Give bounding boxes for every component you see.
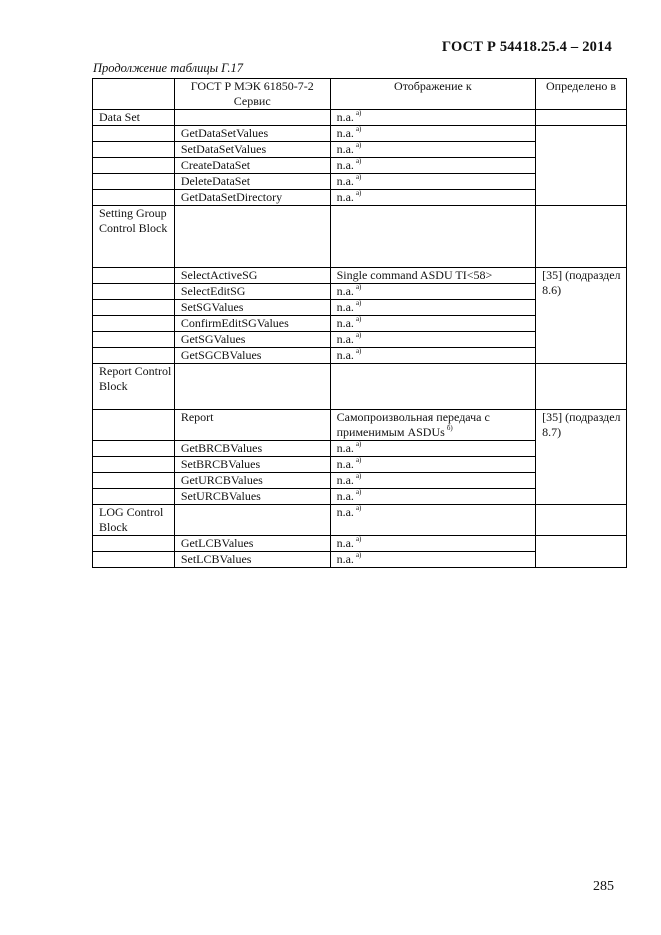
object-cell xyxy=(93,332,175,348)
document-code: ГОСТ Р 54418.25.4 – 2014 xyxy=(441,39,612,55)
col-header-object xyxy=(93,79,175,110)
footnote-mark: а) xyxy=(355,488,362,496)
object-cell xyxy=(93,348,175,364)
mapping-cell: n.a. $^{а)}$ xyxy=(330,158,536,174)
mapping-cell xyxy=(330,206,536,268)
services-table xyxy=(92,78,627,568)
service-cell: Report xyxy=(174,410,330,441)
service-cell: CreateDataSet xyxy=(174,158,330,174)
object-cell: Data Set xyxy=(93,110,175,126)
service-cell: SetDataSetValues xyxy=(174,142,330,158)
table-header-row xyxy=(93,79,627,110)
footnote-mark: б) xyxy=(446,424,453,432)
service-cell: DeleteDataSet xyxy=(174,174,330,190)
defined-in-cell xyxy=(536,110,627,126)
service-cell: GetSGValues xyxy=(174,332,330,348)
table-row xyxy=(93,505,627,536)
service-cell: SetSGValues xyxy=(174,300,330,316)
service-cell xyxy=(174,206,330,268)
mapping-cell: n.a. $^{а)}$ xyxy=(330,441,536,457)
defined-in-cell xyxy=(536,536,627,568)
table-row xyxy=(93,536,627,552)
object-cell xyxy=(93,441,175,457)
mapping-cell: n.a. $^{а)}$ xyxy=(330,300,536,316)
mapping-cell: n.a. $^{а)}$ xyxy=(330,126,536,142)
service-cell: SetBRCBValues xyxy=(174,457,330,473)
mapping-cell: Самопроизвольная передача с применимым ASDUs $^{б)}$ xyxy=(330,410,536,441)
mapping-cell: n.a. $^{а)}$ xyxy=(330,110,536,126)
object-cell xyxy=(93,457,175,473)
object-cell xyxy=(93,142,175,158)
defined-in-cell xyxy=(536,126,627,206)
table-row xyxy=(93,206,627,268)
object-cell xyxy=(93,126,175,142)
object-cell: Setting Group Control Block xyxy=(93,206,175,268)
service-cell: SelectActiveSG xyxy=(174,268,330,284)
footnote-mark: а) xyxy=(355,189,362,197)
mapping-cell: n.a. $^{а)}$ xyxy=(330,190,536,206)
object-cell: LOG Control Block xyxy=(93,505,175,536)
table-row xyxy=(93,110,627,126)
footnote-mark: а) xyxy=(355,347,362,355)
footnote-mark: а) xyxy=(355,551,362,559)
object-cell xyxy=(93,410,175,441)
defined-in-cell xyxy=(536,206,627,268)
mapping-cell: n.a. $^{а)}$ xyxy=(330,284,536,300)
object-cell xyxy=(93,536,175,552)
mapping-cell: Single command ASDU TI<58> xyxy=(330,268,536,284)
page-number: 285 xyxy=(593,879,614,894)
mapping-cell xyxy=(330,364,536,410)
footnote-mark: а) xyxy=(355,109,362,117)
col-header-defined-in: Определено в xyxy=(536,79,627,110)
mapping-cell: n.a. $^{а)}$ xyxy=(330,552,536,568)
service-cell: ConfirmEditSGValues xyxy=(174,316,330,332)
footnote-mark: а) xyxy=(355,157,362,165)
footnote-mark: а) xyxy=(355,315,362,323)
footnote-mark: а) xyxy=(355,472,362,480)
table-row xyxy=(93,364,627,410)
service-cell xyxy=(174,505,330,536)
defined-in-cell: [35] (подраздел 8.7) xyxy=(536,410,627,505)
footnote-mark: а) xyxy=(355,456,362,464)
mapping-cell: n.a. $^{а)}$ xyxy=(330,489,536,505)
defined-in-cell xyxy=(536,505,627,536)
service-cell xyxy=(174,110,330,126)
footnote-mark: а) xyxy=(355,283,362,291)
object-cell xyxy=(93,190,175,206)
table-continuation-caption: Продолжение таблицы Г.17 xyxy=(93,61,243,75)
object-cell xyxy=(93,489,175,505)
mapping-cell: n.a. $^{а)}$ xyxy=(330,536,536,552)
mapping-cell: n.a. $^{а)}$ xyxy=(330,457,536,473)
footnote-mark: а) xyxy=(355,535,362,543)
mapping-cell: n.a. $^{а)}$ xyxy=(330,142,536,158)
mapping-cell: n.a. $^{а)}$ xyxy=(330,316,536,332)
object-cell xyxy=(93,552,175,568)
defined-in-cell: [35] (подраздел 8.6) xyxy=(536,268,627,364)
object-cell xyxy=(93,316,175,332)
service-cell: GetBRCBValues xyxy=(174,441,330,457)
mapping-cell: n.a. $^{а)}$ xyxy=(330,505,536,536)
footnote-mark: а) xyxy=(355,504,362,512)
footnote-mark: а) xyxy=(355,440,362,448)
object-cell xyxy=(93,284,175,300)
object-cell xyxy=(93,158,175,174)
col-header-service: ГОСТ Р МЭК 61850-7-2 Сервис xyxy=(174,79,330,110)
object-cell xyxy=(93,268,175,284)
object-cell xyxy=(93,174,175,190)
service-cell: GetDataSetDirectory xyxy=(174,190,330,206)
service-cell xyxy=(174,364,330,410)
defined-in-cell xyxy=(536,364,627,410)
mapping-cell: n.a. $^{а)}$ xyxy=(330,348,536,364)
table-row xyxy=(93,126,627,142)
service-cell: GetLCBValues xyxy=(174,536,330,552)
service-cell: SelectEditSG xyxy=(174,284,330,300)
service-cell: GetSGCBValues xyxy=(174,348,330,364)
object-cell xyxy=(93,473,175,489)
footnote-mark: а) xyxy=(355,331,362,339)
service-cell: GetURCBValues xyxy=(174,473,330,489)
service-cell: SetURCBValues xyxy=(174,489,330,505)
mapping-cell: n.a. $^{а)}$ xyxy=(330,473,536,489)
object-cell xyxy=(93,300,175,316)
table-row xyxy=(93,410,627,441)
footnote-mark: а) xyxy=(355,173,362,181)
mapping-cell: n.a. $^{а)}$ xyxy=(330,332,536,348)
footnote-mark: а) xyxy=(355,299,362,307)
mapping-cell: n.a. $^{а)}$ xyxy=(330,174,536,190)
service-cell: GetDataSetValues xyxy=(174,126,330,142)
service-cell: SetLCBValues xyxy=(174,552,330,568)
col-header-mapping: Отображение к xyxy=(330,79,536,110)
object-cell: Report Control Block xyxy=(93,364,175,410)
table-row xyxy=(93,268,627,284)
footnote-mark: а) xyxy=(355,141,362,149)
footnote-mark: а) xyxy=(355,125,362,133)
